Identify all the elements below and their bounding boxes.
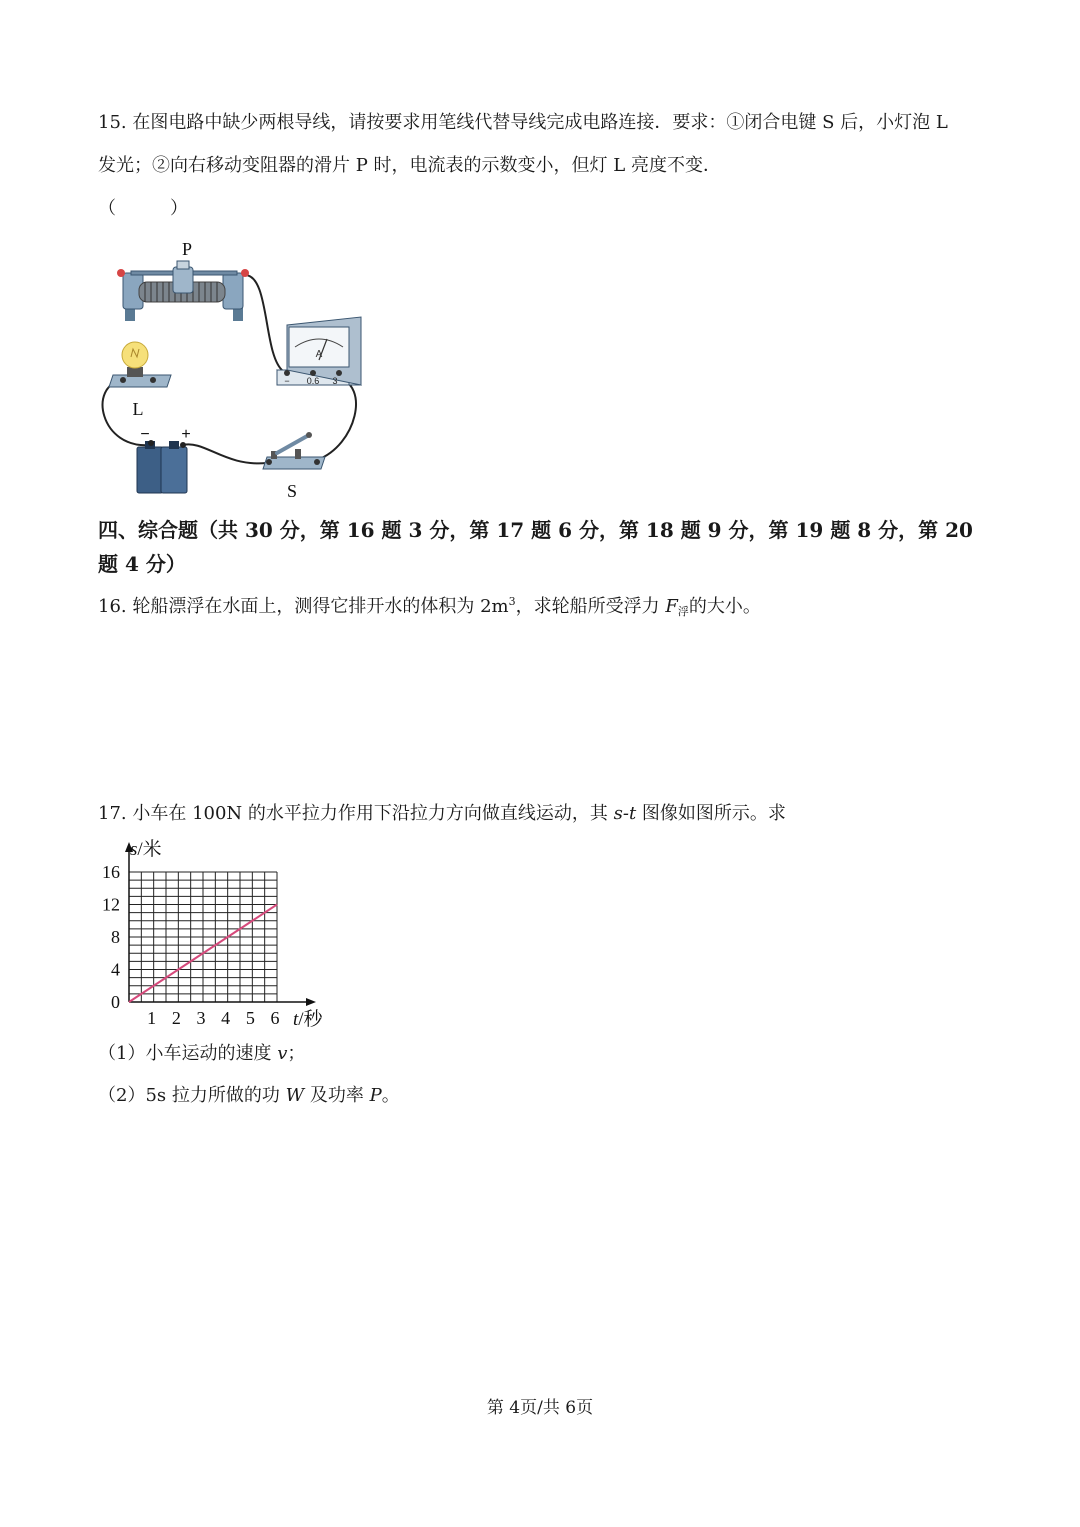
x-tick-label: 4	[221, 1008, 231, 1028]
y-tick-label: 0	[111, 992, 120, 1012]
x-tick-label: 3	[196, 1008, 206, 1028]
wire-ammeter-switch	[317, 378, 356, 460]
q15-answer-blank: （ ）	[98, 198, 188, 219]
wire-rheostat-ammeter	[245, 275, 283, 371]
ammeter-terminal-mid: 0.6	[306, 376, 320, 386]
x-tick-label: 6	[270, 1008, 280, 1028]
battery-plus-label: +	[181, 426, 191, 443]
q17-sub-2: （2）5s 拉力所做的功 W 及功率 P。	[98, 1085, 400, 1106]
ammeter-terminal-max: 3	[332, 376, 338, 386]
lightbulb-icon	[122, 342, 148, 368]
x-tick-label: 1	[147, 1008, 157, 1028]
y-tick-label: 8	[111, 927, 120, 947]
chart-grid	[129, 872, 277, 1002]
q15-line-2: 发光；②向右移动变阻器的滑片 P 时，电流表的示数变小，但灯 L 亮度不变．	[98, 155, 721, 176]
x-tick-labels	[147, 1008, 279, 1028]
rheostat	[117, 239, 249, 321]
x-tick-label: 5	[245, 1008, 255, 1028]
slider-p	[173, 267, 193, 293]
q17-sub-1: （1）小车运动的速度 v；	[98, 1043, 306, 1064]
lamp	[109, 342, 171, 419]
battery	[137, 426, 191, 493]
st-chart	[90, 838, 340, 1038]
q17-text: 17. 小车在 100N 的水平拉力作用下沿拉力方向做直线运动，其 s-t 图像如图所示。求	[98, 803, 786, 824]
y-tick-label: 12	[102, 894, 120, 915]
lamp-label: L	[132, 399, 144, 419]
x-axis-arrow	[306, 998, 316, 1006]
y-tick-label: 16	[102, 862, 120, 882]
q16-text: 16. 轮船漂浮在水面上，测得它排开水的体积为 $2m^3$，求轮船所受浮力 $F_浮$的大小。	[98, 595, 761, 618]
x-axis-label: t/秒	[293, 1009, 323, 1030]
rheostat-terminal-right	[241, 269, 249, 277]
ammeter-terminal-minus: −	[284, 376, 290, 386]
ammeter-symbol: A	[315, 349, 323, 360]
y-axis-label: s/米	[130, 839, 162, 860]
circuit-diagram	[95, 235, 375, 505]
rheostat-terminal-left	[117, 269, 125, 277]
ammeter	[277, 317, 361, 386]
battery-minus-label: −	[140, 426, 150, 443]
y-tick-labels	[102, 862, 120, 1012]
switch-label: S	[286, 481, 298, 501]
slider-label: P	[181, 239, 193, 259]
q15-line-1: 15. 在图电路中缺少两根导线，请按要求用笔线代替导线完成电路连接．要求：①闭合电键 S 后，小灯泡 L	[98, 112, 948, 133]
page-number: 第 4页/共 6页	[486, 1398, 594, 1418]
x-tick-label: 2	[171, 1008, 181, 1028]
switch	[263, 432, 325, 501]
wire-battery-switch	[183, 444, 267, 463]
section-heading: 四、综合题（共 30 分，第 16 题 3 分，第 17 题 6 分，第 18 题 9 分，第 19 题 8 分，第 20 题 4 分）	[98, 518, 973, 576]
y-tick-label: 4	[111, 959, 120, 980]
